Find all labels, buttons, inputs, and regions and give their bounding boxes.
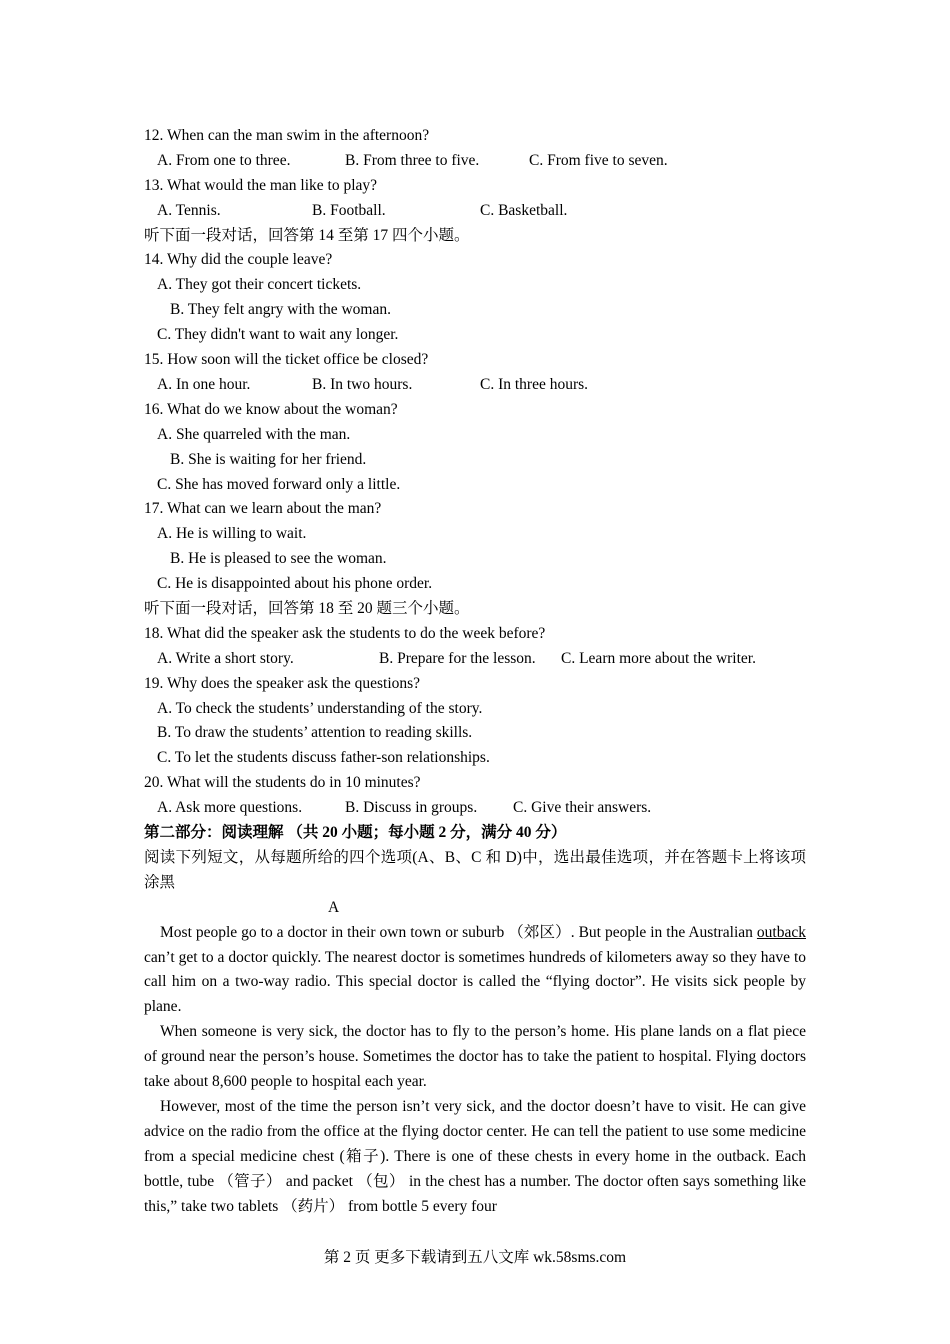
passage-paragraph-1	[144, 921, 806, 1021]
option-c: C. They didn't want to wait any longer.	[157, 326, 399, 344]
option-a: A. She quarreled with the man.	[157, 425, 351, 443]
passage-paragraph-3: However, most of the time the person isn’t very sick, and the doctor doesn’t have to visit. He can give advice on the radio from the office at the flying doctor center. He can tell the patient to use some medicine from a special medicine chest (箱子). There is one of these chests in every home in the outback. Each bottle, tube （管子） and packet （包） in the chest has a number. The doctor often says something like this,” take two tablets （药片） from bottle 5 every four	[144, 1097, 806, 1215]
option-b: B. Prepare for the lesson.	[379, 649, 536, 667]
option-c: C. To let the students discuss father-son relationships.	[157, 749, 490, 767]
option-b: B. They felt angry with the woman.	[170, 301, 391, 319]
underlined-word: outback	[756, 923, 806, 941]
part2-title: 第二部分：阅读理解 （共 20 小题；每小题 2 分，满分 40 分）	[144, 824, 567, 842]
option-b: B. In two hours.	[312, 375, 413, 393]
question-19: 19. Why does the speaker ask the questions?	[144, 674, 421, 692]
option-a: A. He is willing to wait.	[157, 525, 307, 543]
question-12-options	[144, 149, 806, 174]
option-a: A. They got their concert tickets.	[157, 276, 362, 294]
question-12: 12. When can the man swim in the afternoon?	[144, 127, 430, 144]
page-footer: 第 2 页 更多下载请到五八文库 wk.58sms.com	[323, 1249, 627, 1266]
option-c: C. From five to seven.	[529, 151, 668, 169]
question-20-options	[144, 796, 806, 821]
option-c: C. He is disappointed about his phone order.	[157, 575, 433, 593]
question-16: 16. What do we know about the woman?	[144, 400, 398, 418]
option-a: A. From one to three.	[157, 151, 291, 169]
option-b: B. To draw the students’ attention to reading skills.	[157, 724, 473, 742]
option-c: C. Give their answers.	[513, 799, 652, 817]
question-20: 20. What will the students do in 10 minutes?	[144, 774, 421, 792]
option-c: C. In three hours.	[480, 375, 589, 393]
part2-instruction: 阅读下列短文，从每题所给的四个选项(A、B、C 和 D)中，选出最佳选项，并在答题卡上将该项涂黑	[144, 848, 806, 891]
instruction-18-20: 听下面一段对话，回答第 18 至 20 题三个小题。	[144, 599, 470, 617]
passage-paragraph-2: When someone is very sick, the doctor has to fly to the person’s home. His plane lands on a flat piece of ground near the person’s house. Sometimes the doctor has to take the patient to hospital. Flying doctors take about 8,600 people to hospital each year.	[144, 1023, 806, 1091]
option-a: A. Ask more questions.	[157, 799, 303, 817]
option-a: A. To check the students’ understanding of the story.	[157, 699, 483, 717]
passage-p1-start: Most people go to a doctor in their own town or suburb （郊区）. But people in the Australian	[160, 923, 757, 941]
passage-p1-end: can’t get to a doctor quickly. The nearest doctor is sometimes hundreds of kilometers away so they have to call him on a two-way radio. This special doctor is called the “flying doctor”. He visits sick people by plane.	[144, 948, 806, 1016]
question-17: 17. What can we learn about the man?	[144, 500, 382, 518]
question-15-options	[144, 373, 806, 398]
option-a: A. Tennis.	[157, 201, 221, 219]
option-c: C. She has moved forward only a little.	[157, 475, 401, 493]
option-b: B. Discuss in groups.	[345, 799, 478, 817]
question-13: 13. What would the man like to play?	[144, 176, 378, 194]
question-18-options	[144, 647, 806, 672]
option-a: A. In one hour.	[157, 375, 251, 393]
option-c: C. Learn more about the writer.	[561, 649, 756, 667]
question-15: 15. How soon will the ticket office be closed?	[144, 351, 429, 369]
instruction-14-17: 听下面一段对话，回答第 14 至第 17 四个小题。	[144, 226, 470, 244]
passage-label: A	[328, 898, 340, 916]
question-13-options	[144, 199, 806, 224]
option-b: B. She is waiting for her friend.	[170, 450, 367, 468]
option-b: B. Football.	[312, 201, 386, 219]
question-14: 14. Why did the couple leave?	[144, 251, 333, 269]
question-18: 18. What did the speaker ask the students to do the week before?	[144, 624, 546, 642]
option-b: B. He is pleased to see the woman.	[170, 550, 387, 568]
option-a: A. Write a short story.	[157, 649, 294, 667]
option-b: B. From three to five.	[345, 151, 480, 169]
option-c: C. Basketball.	[480, 201, 568, 219]
page-content	[144, 124, 806, 1219]
